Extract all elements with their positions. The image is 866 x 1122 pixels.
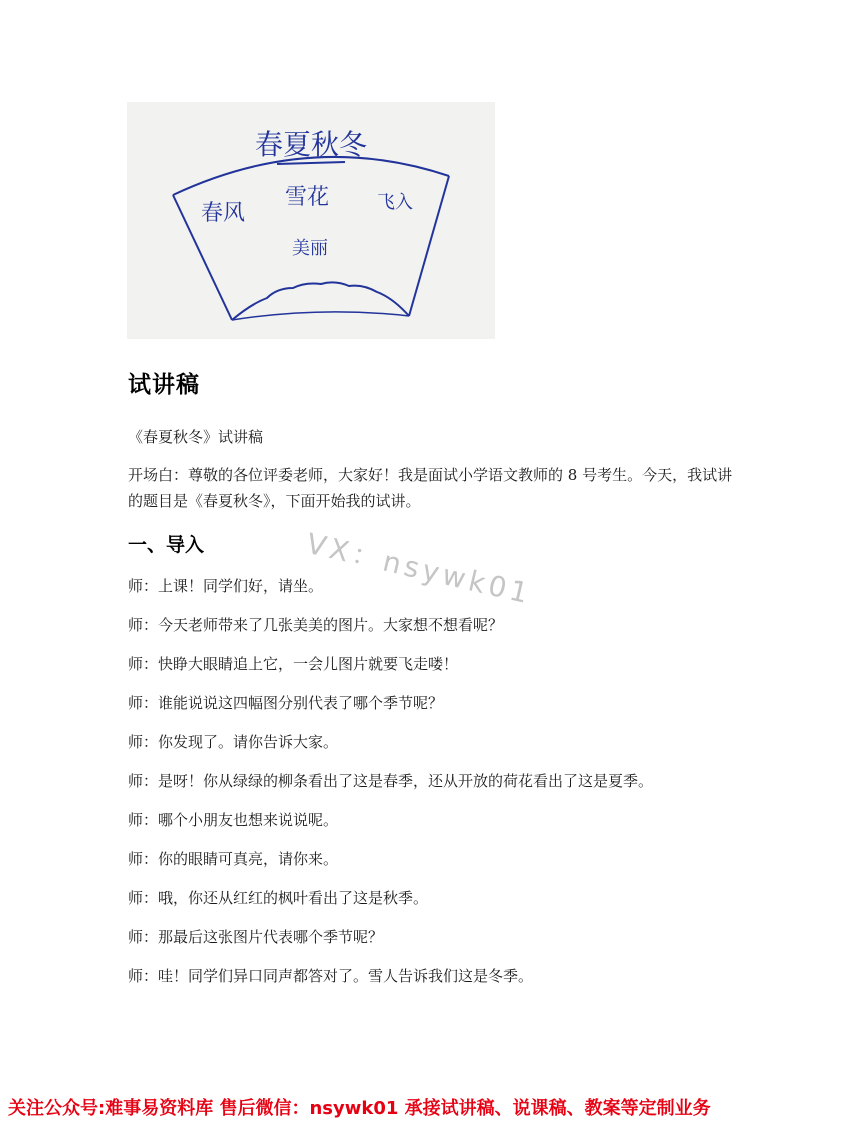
blackboard-design-photo (127, 102, 495, 339)
dialogue-line: 师：快睁大眼睛追上它，一会儿图片就要飞走喽！ (128, 655, 459, 673)
dialogue-line: 师：你发现了。请你告诉大家。 (128, 733, 339, 751)
section-title-intro: 一、导入 (128, 534, 205, 556)
opening-remarks: 开场白：尊敬的各位评委老师，大家好！我是面试小学语文教师的 8 号考生。今天，我试讲 的题目是《春夏秋冬》，下面开始我的试讲。 (128, 466, 733, 510)
script-subtitle: 《春夏秋冬》试讲稿 (128, 428, 264, 446)
dialogue-line: 师：哦，你还从红红的枫叶看出了这是秋季。 (128, 889, 429, 907)
dialogue-list (128, 576, 768, 1005)
dialogue-line: 师：今天老师带来了几张美美的图片。大家想不想看呢？ (128, 616, 504, 634)
board-title: 春夏秋冬 (254, 128, 368, 161)
footer-banner: 关注公众号:难事易资料库 售后微信：nsywk01 承接试讲稿、说课稿、教案等定制业务 (8, 1098, 711, 1119)
board-word-4: 美丽 (292, 238, 328, 259)
dialogue-line: 师：是呀！你从绿绿的柳条看出了这是春季，还从开放的荷花看出了这是夏季。 (128, 772, 654, 790)
watermark-text: VX：nsywk01 (303, 526, 535, 611)
dialogue-line: 师：谁能说说这四幅图分别代表了哪个季节呢？ (128, 694, 444, 712)
page-heading: 试讲稿 (128, 372, 200, 398)
dialogue-line: 师：哪个小朋友也想来说说呢。 (128, 811, 339, 829)
fan-shape-drawing (127, 102, 495, 339)
board-word-3: 飞入 (377, 192, 413, 213)
board-word-2: 雪花 (284, 185, 330, 210)
dialogue-line: 师：上课！同学们好，请坐。 (128, 577, 324, 595)
dialogue-line: 师：那最后这张图片代表哪个季节呢？ (128, 928, 384, 946)
dialogue-line: 师：哇！同学们异口同声都答对了。雪人告诉我们这是冬季。 (128, 967, 534, 985)
board-word-1: 春风 (200, 201, 246, 226)
dialogue-line: 师：你的眼睛可真亮，请你来。 (128, 850, 339, 868)
